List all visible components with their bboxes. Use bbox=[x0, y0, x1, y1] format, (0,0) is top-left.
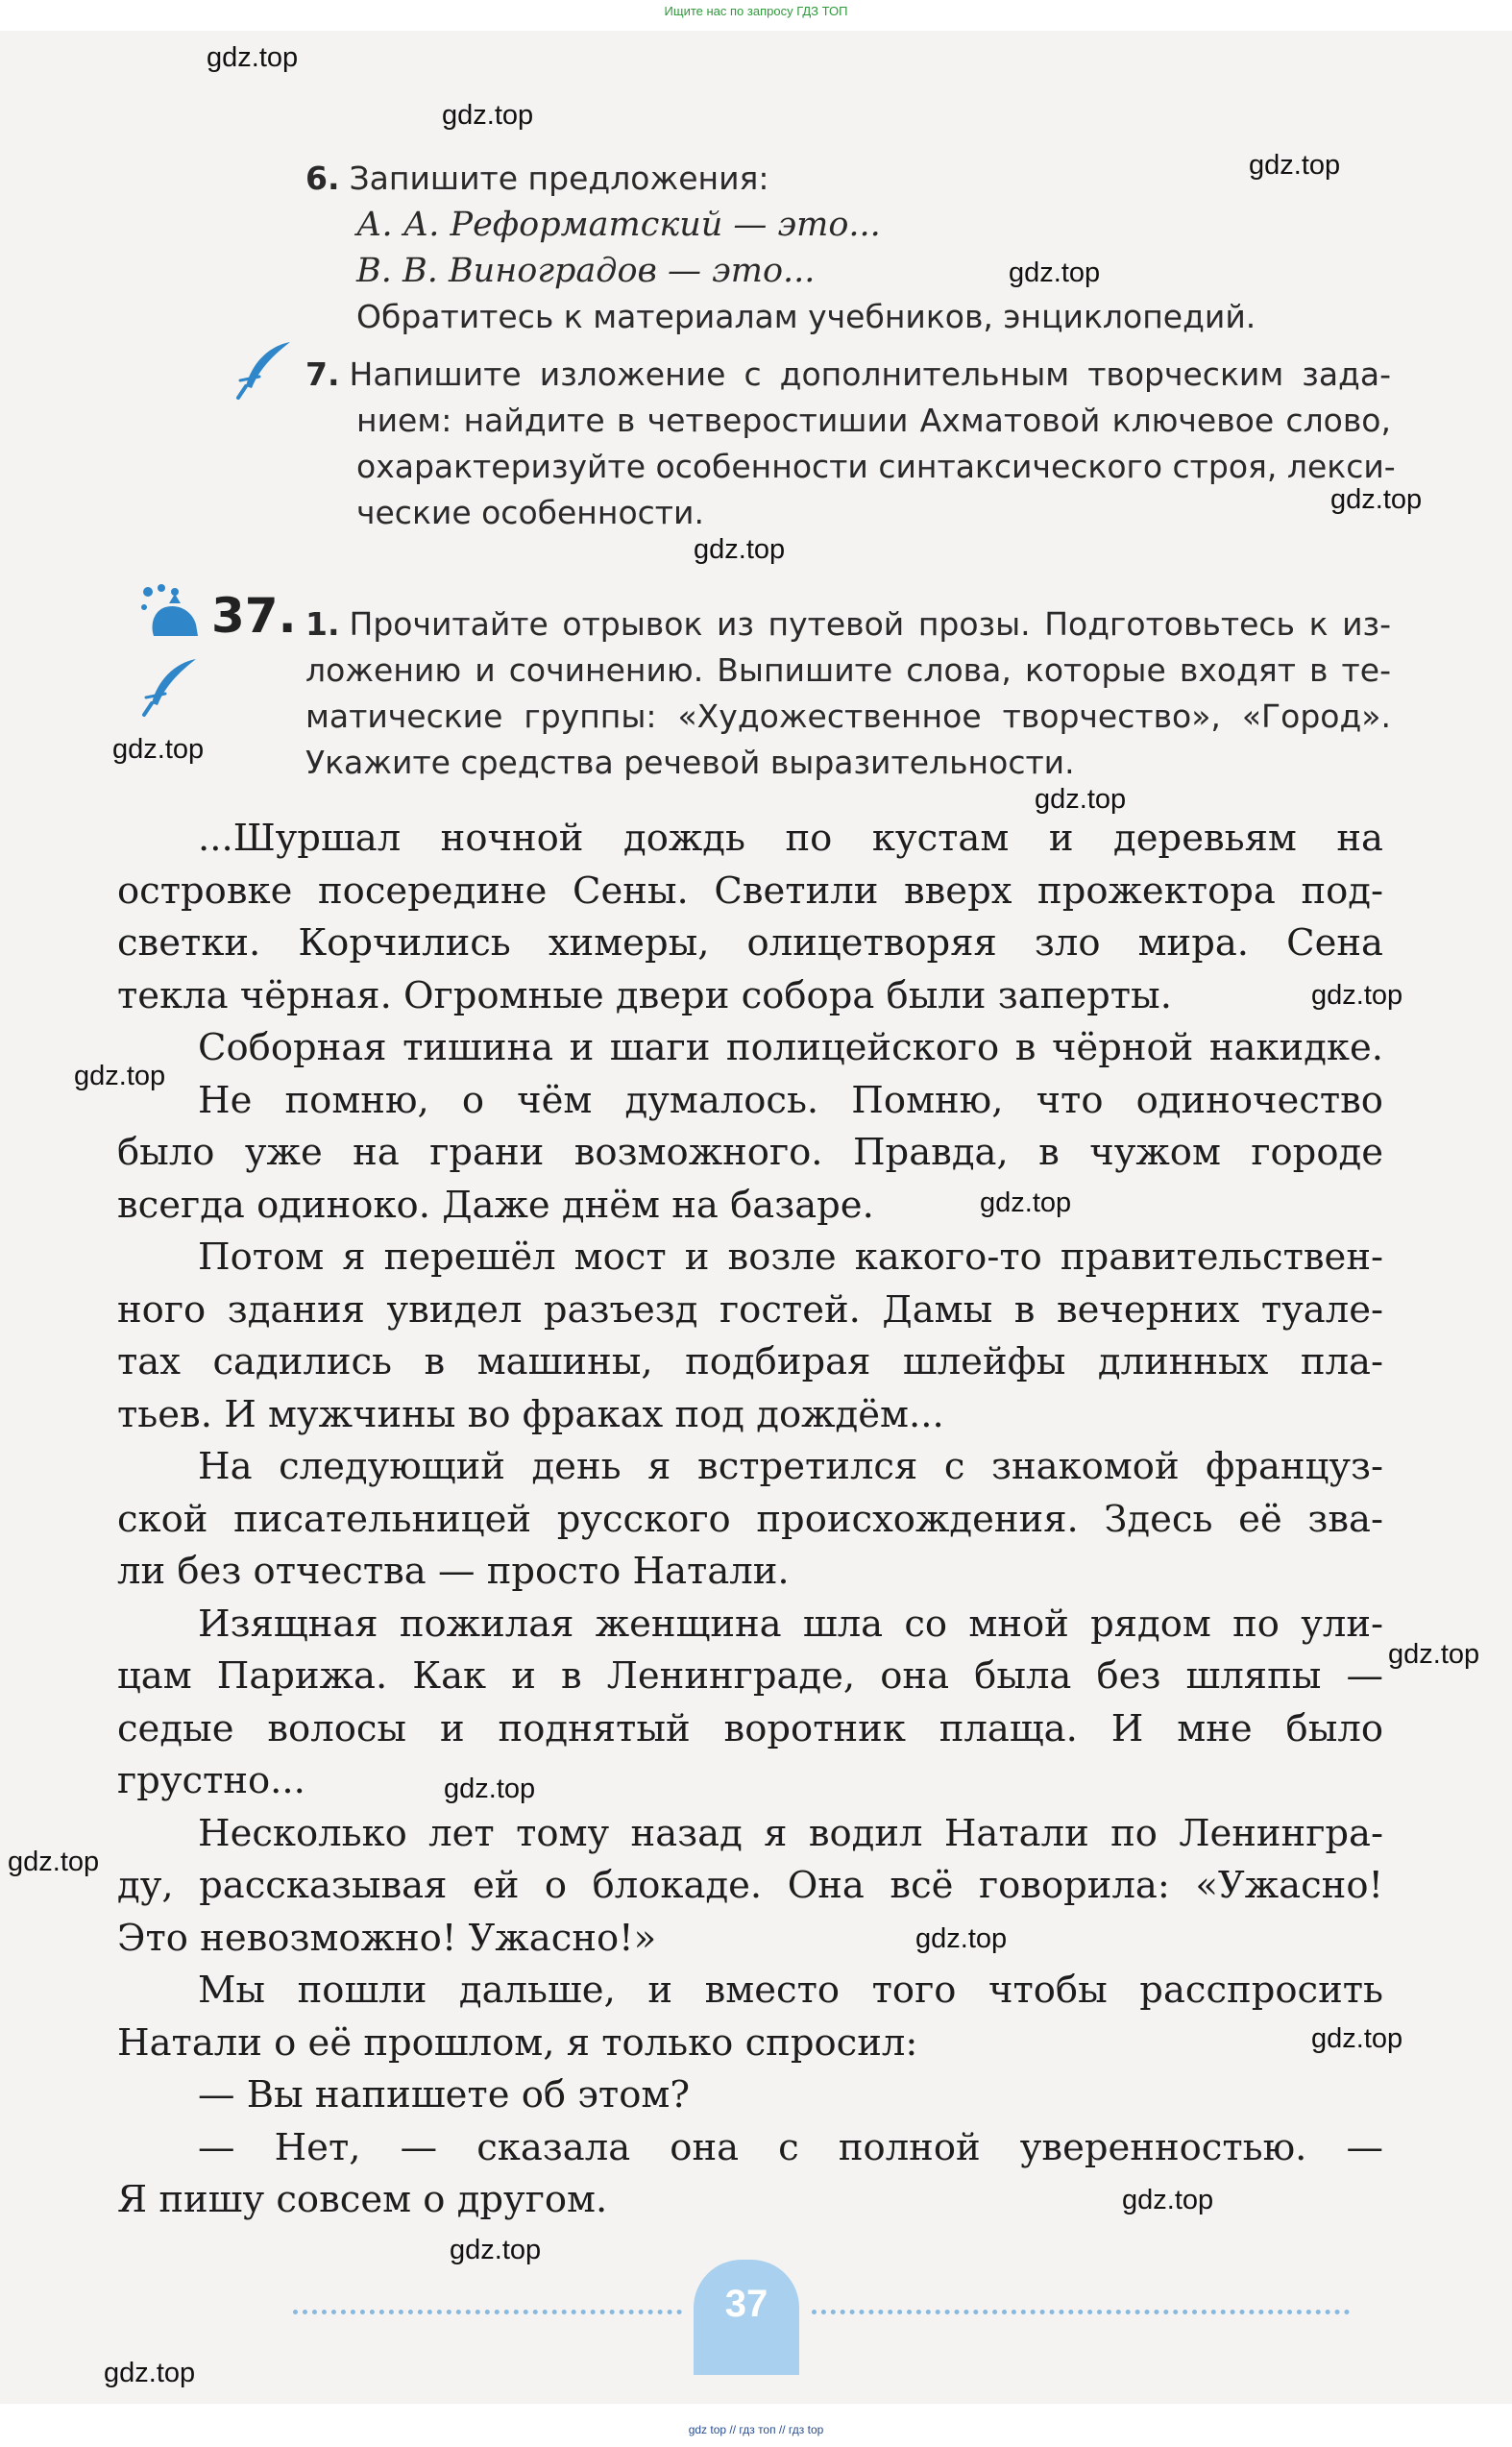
prose-line: Соборная тишина и шаги полицейского в чёрной накидке. bbox=[198, 1026, 1383, 1069]
prose-line: Мы пошли дальше, и вместо того чтобы расспросить bbox=[198, 1969, 1383, 2012]
prose-line: — Вы напишете об этом? bbox=[198, 2073, 690, 2117]
prose-line: островке посередине Сены. Светили вверх прожектора под- bbox=[117, 869, 1383, 913]
watermark: gdz.top bbox=[444, 1774, 536, 1804]
prose-line: Несколько лет тому назад я водил Натали по Ленингра- bbox=[198, 1811, 1383, 1855]
task-7-line-4: ческие особенности. bbox=[356, 494, 704, 531]
exercise-37-line-2: ложению и сочинению. Выпишите слова, которые входят в те- bbox=[305, 651, 1391, 689]
task-6 bbox=[305, 156, 1391, 340]
task-7-line-2: нием: найдите в четверостишии Ахматовой ключевое слово, bbox=[356, 402, 1391, 439]
watermark: gdz.top bbox=[112, 734, 205, 765]
prose-line: На следующий день я встретился с знакомой француз- bbox=[198, 1445, 1383, 1488]
prose-line: ного здания увидел разъезд гостей. Дамы в вечерних туале- bbox=[117, 1287, 1383, 1332]
header-note: Ищите нас по запросу ГДЗ ТОП bbox=[664, 4, 848, 18]
prose-line: тах садились в машины, подбирая шлейфы длинных пла- bbox=[117, 1340, 1383, 1383]
task-6-line-3: В. В. Виноградов — это... bbox=[356, 252, 816, 290]
watermark: gdz.top bbox=[1330, 484, 1423, 515]
page-number: 37 bbox=[724, 2283, 768, 2325]
watermark: gdz.top bbox=[694, 534, 786, 565]
watermark: gdz.top bbox=[980, 1187, 1072, 1218]
prose-line: цам Парижа. Как и в Ленинграде, она была без шляпы — bbox=[117, 1654, 1383, 1698]
watermark: gdz.top bbox=[1311, 2023, 1403, 2054]
feather-pen-icon bbox=[231, 336, 298, 404]
exercise-37-line-3: матические группы: «Художественное творчество», «Город». bbox=[305, 697, 1391, 735]
watermark: gdz.top bbox=[1311, 980, 1403, 1011]
prose-line: Это невозможно! Ужасно!» bbox=[117, 1916, 657, 1960]
prose-line: было уже на грани возможного. Правда, в чужом городе bbox=[117, 1131, 1383, 1174]
prose-line: ...Шуршал ночной дождь по кустам и деревьям на bbox=[198, 817, 1383, 860]
task-6-number: 6. bbox=[305, 159, 340, 197]
prose-line: текла чёрная. Огромные двери собора были заперты. bbox=[117, 973, 1172, 1017]
reading-hand-icon bbox=[136, 582, 204, 642]
prose-line: — Нет, — сказала она с полной уверенностью. — bbox=[198, 2125, 1383, 2169]
task-7 bbox=[305, 352, 1396, 536]
feather-pen-icon bbox=[136, 653, 204, 721]
prose-line: Не помню, о чём думалось. Помню, что одиночество bbox=[198, 1078, 1383, 1122]
footer-note: gdz top // гдз топ // гдз top bbox=[688, 2423, 824, 2436]
footer-dotted-rule-left bbox=[293, 2310, 682, 2314]
watermark: gdz.top bbox=[207, 42, 299, 73]
task-6-line-2: А. А. Реформатский — это... bbox=[356, 206, 881, 244]
watermark: gdz.top bbox=[1249, 150, 1341, 181]
watermark: gdz.top bbox=[1009, 257, 1101, 288]
watermark: gdz.top bbox=[74, 1061, 166, 1091]
prose-line: светки. Корчились химеры, олицетворяя зло мира. Сена bbox=[117, 921, 1383, 965]
watermark: gdz.top bbox=[915, 1923, 1008, 1954]
exercise-37-line-1: Прочитайте отрывок из путевой прозы. Подготовьтесь к из- bbox=[349, 605, 1391, 643]
watermark: gdz.top bbox=[1388, 1639, 1480, 1670]
watermark: gdz.top bbox=[450, 2235, 542, 2265]
task-7-line-1: Напишите изложение с дополнительным творческим зада- bbox=[349, 355, 1391, 393]
prose-passage bbox=[117, 813, 1383, 2227]
task-7-line-3: охарактеризуйте особенности синтаксического строя, лекси- bbox=[356, 448, 1396, 485]
prose-line: Изящная пожилая женщина шла со мной рядом по ули- bbox=[198, 1602, 1383, 1646]
exercise-number: 37. bbox=[211, 588, 297, 644]
exercise-37-sub-number: 1. bbox=[305, 605, 340, 643]
watermark: gdz.top bbox=[104, 2358, 196, 2388]
task-6-line-4: Обратитесь к материалам учебников, энциклопедий. bbox=[356, 298, 1256, 335]
exercise-37-line-4: Укажите средства речевой выразительности. bbox=[305, 744, 1075, 781]
exercise-37-task bbox=[305, 601, 1391, 786]
prose-line: седые волосы и поднятый воротник плаща. И мне было bbox=[117, 1706, 1383, 1750]
footer-dotted-rule-right bbox=[812, 2310, 1350, 2314]
watermark: gdz.top bbox=[8, 1847, 100, 1877]
prose-line: Потом я перешёл мост и возле какого-то правительствен- bbox=[198, 1236, 1383, 1279]
prose-line: тьев. И мужчины во фраках под дождём... bbox=[117, 1392, 944, 1436]
watermark: gdz.top bbox=[1035, 784, 1127, 815]
task-6-line-1: Запишите предложения: bbox=[349, 159, 769, 197]
watermark: gdz.top bbox=[442, 100, 534, 131]
prose-line: ской писательницей русского происхождения. Здесь её зва- bbox=[117, 1497, 1383, 1541]
task-7-number: 7. bbox=[305, 355, 340, 393]
prose-line: грустно... bbox=[117, 1759, 305, 1802]
prose-line: ду, рассказывая ей о блокаде. Она всё говорила: «Ужасно! bbox=[117, 1864, 1383, 1907]
prose-line: Натали о её прошлом, я только спросил: bbox=[117, 2020, 918, 2065]
watermark: gdz.top bbox=[1122, 2185, 1214, 2215]
prose-line: Я пишу совсем о другом. bbox=[117, 2178, 608, 2221]
prose-line: всегда одиноко. Даже днём на базаре. bbox=[117, 1183, 874, 1227]
prose-line: ли без отчества — просто Натали. bbox=[117, 1550, 790, 1593]
